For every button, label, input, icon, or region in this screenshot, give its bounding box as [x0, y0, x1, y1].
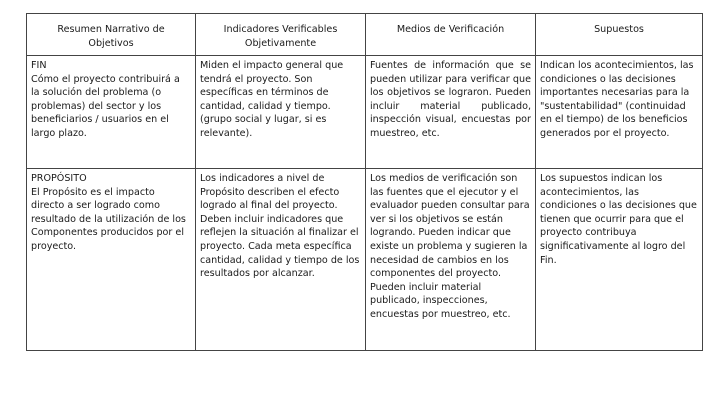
cell-proposito-verification-text: Los medios de verificación son las fuentes que el ejecutor y el evaluador pueden consultar para ver si los objetivos se están logrando. Pueden indicar que existe un problema y sugieren la necesidad de cambios en los componentes del proyecto. Pueden incluir material publicado, inspecciones, encuestas por muestreo, etc. — [370, 173, 530, 320]
cell-proposito-narrative-text: PROPÓSITO El Propósito es el impacto directo a ser logrado como resultado de la utilización de los Componentes producidos por el proyecto. — [31, 173, 186, 252]
header-row — [27, 14, 703, 56]
header-assumptions-label: Supuestos — [594, 24, 644, 35]
cell-proposito-assumptions — [536, 169, 703, 351]
cell-proposito-verification — [366, 169, 536, 351]
cell-proposito-assumptions-text: Los supuestos indican los acontecimientos, las condiciones o las decisiones que tienen que ocurrir para que el proyecto contribuya significativamente al logro del Fin. — [540, 173, 697, 266]
cell-fin-narrative-text: FIN Cómo el proyecto contribuirá a la solución del problema (o problemas) del sector y los beneficiarios / usuarios en el largo plazo. — [31, 60, 180, 139]
cell-fin-verification-text: Fuentes de información que se pueden utilizar para verificar que los objetivos se lograron. Pueden incluir material publicado, inspección visual, encuestas por muestreo, etc. — [370, 60, 531, 139]
logical-framework-table — [26, 13, 703, 351]
table-row-proposito — [27, 169, 703, 351]
cell-fin-indicators — [196, 56, 366, 169]
cell-proposito-narrative — [27, 169, 196, 351]
header-assumptions — [536, 14, 703, 56]
header-verifiable-indicators — [196, 14, 366, 56]
header-narrative-summary — [27, 14, 196, 56]
cell-fin-narrative — [27, 56, 196, 169]
table-header — [27, 14, 703, 56]
header-narrative-summary-label: Resumen Narrativo de Objetivos — [57, 24, 165, 49]
cell-fin-assumptions-text: Indican los acontecimientos, las condiciones o las decisiones importantes necesarias para la "sustentabilidad" (continuidad en el tiempo) de los beneficios generados por el proyecto. — [540, 60, 694, 139]
cell-proposito-indicators — [196, 169, 366, 351]
cell-fin-assumptions — [536, 56, 703, 169]
cell-fin-verification — [366, 56, 536, 169]
cell-fin-indicators-text: Miden el impacto general que tendrá el proyecto. Son específicas en términos de cantidad, calidad y tiempo. (grupo social y lugar, si es relevante). — [200, 60, 344, 139]
header-verifiable-indicators-label: Indicadores Verificables Objetivamente — [223, 24, 338, 49]
table-row-fin — [27, 56, 703, 169]
table-body — [27, 56, 703, 351]
header-means-of-verification-label: Medios de Verificación — [396, 24, 505, 35]
cell-proposito-indicators-text: Los indicadores a nivel de Propósito describen el efecto logrado al final del proyecto. Deben incluir indicadores que reflejen la situación al finalizar el proyecto. Cada meta específica cantidad, calidad y tiempo de los resultados por alcanzar. — [200, 173, 360, 280]
header-means-of-verification — [366, 14, 536, 56]
logical-framework-table-container — [26, 13, 702, 351]
